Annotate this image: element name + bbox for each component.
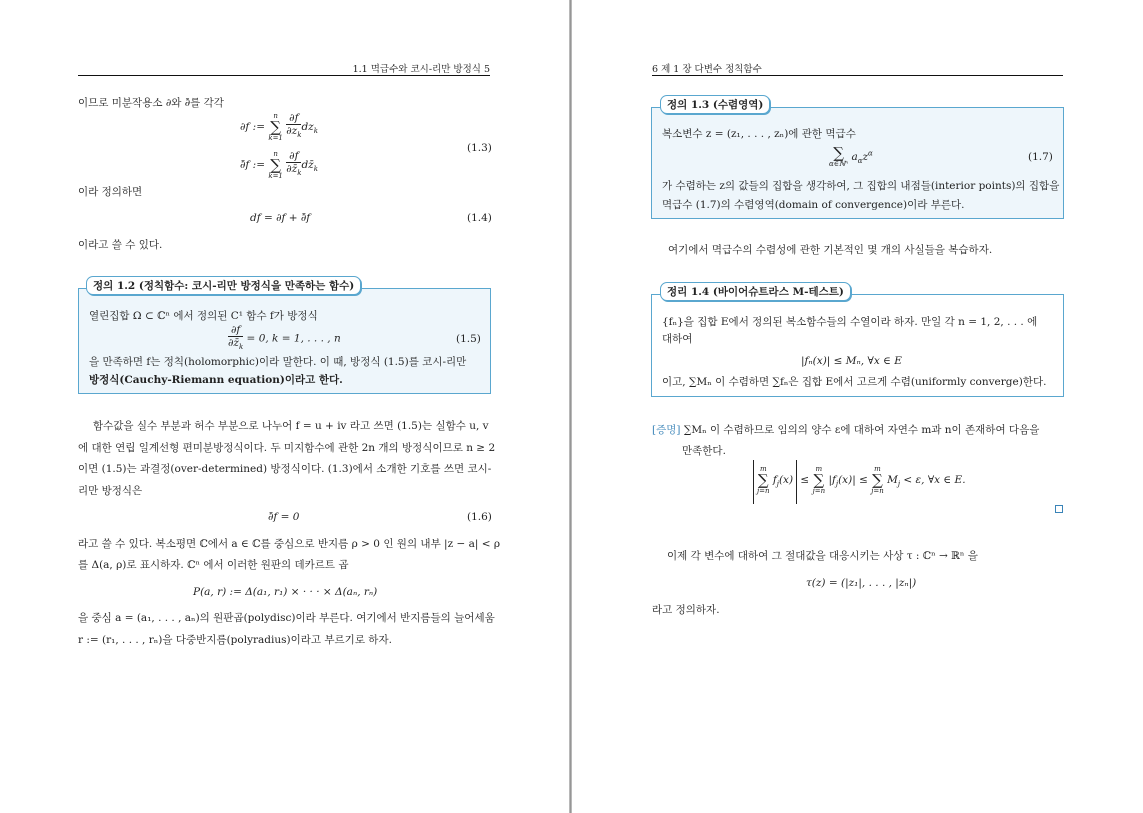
sum-lower: j=n: [812, 486, 826, 495]
sigma: ∑: [270, 155, 281, 174]
sum-symbol: [829, 146, 848, 168]
coefficient: a: [851, 151, 858, 163]
proof-end: < ε, ∀x ∈ E.: [900, 474, 966, 486]
subscript-k: k: [297, 169, 302, 178]
definition-line: 멱급수 (1.7)의 수렴영역(domain of convergence)이라 부른다.: [662, 199, 965, 211]
subscript-k: k: [313, 165, 318, 174]
function-f: f: [772, 474, 777, 486]
fraction: [286, 150, 301, 179]
equation-1-4: df = ∂f + ∂̄f: [250, 212, 311, 224]
theorem-title: 정리 1.4 (바이어슈트라스 M-테스트): [660, 282, 851, 301]
proof-line: ∑Mₙ 이 수렴하므로 임의의 양수 ε에 대하여 자연수 m과 n이 존재하여 다음을: [683, 424, 1040, 436]
paragraph-line: 을 중심 a = (a₁, . . . , aₙ)의 원판곱(polydisc)이라 부른다. 여기에서 반지름들의 늘어세움: [78, 612, 495, 624]
leq: ≤: [797, 474, 813, 486]
equation-number: (1.3): [467, 142, 492, 154]
equation-1-3-line1: [240, 112, 318, 146]
subscript-k: k: [238, 343, 244, 352]
eq13-lhs1: ∂f :=: [240, 121, 269, 133]
subscript-j: j: [776, 480, 779, 489]
sum-symbol: [813, 466, 826, 495]
paragraph-line: 라고 쓸 수 있다. 복소평면 ℂ에서 a ∈ ℂ를 중심으로 반지름 ρ > 0 인 원의 내부 |z − a| < ρ: [78, 538, 501, 550]
after-eq14-text: 이라고 쓸 수 있다.: [78, 239, 163, 251]
running-head: 1.1 멱급수와 코시-리만 방정식 5: [78, 61, 490, 76]
sum-symbol: [757, 466, 770, 495]
sum-upper: n: [273, 149, 278, 158]
paragraph-line: 이면 (1.5)는 과결정(over-determined) 방정식이다. (1.3)에서 소개한 기호를 쓰면 코시-: [78, 463, 492, 475]
definition-title: 정의 1.3 (수렴영역): [660, 95, 770, 114]
definition-line: 가 수렴하는 z의 값들의 집합을 생각하여, 그 집합의 내점들(interior points)의 집합을: [662, 180, 1060, 192]
argument-x: (x): [838, 474, 853, 486]
running-head: 6 제 1 장 다변수 정칙함수: [652, 61, 1063, 76]
definition-line: 복소변수 z = (z₁, . . . , zₙ)에 관한 멱급수: [662, 128, 856, 140]
theorem-line: 이고, ∑Mₙ 이 수렴하면 ∑fₙ은 집합 E에서 고르게 수렴(uniformly converge)한다.: [662, 376, 1047, 388]
subscript-j: j: [897, 480, 901, 489]
qed-square-icon: [1055, 505, 1063, 513]
fraction: [228, 324, 243, 353]
frac-den-text: ∂z̄: [228, 337, 239, 349]
theorem-line: 대하여: [662, 333, 693, 345]
frac-num: ∂f: [228, 324, 243, 337]
sigma: ∑: [813, 470, 825, 489]
frac-num: ∂f: [286, 150, 301, 163]
sum-lower: α∈ℕⁿ: [829, 160, 849, 168]
theorem-line: {fₙ}을 집합 E에서 정의된 복소함수들의 수열이라 하자. 만일 각 n = 1, 2, . . . 에: [662, 316, 1038, 328]
sigma: ∑: [833, 144, 844, 162]
subscript-alpha: α: [857, 157, 863, 166]
equation-number: (1.7): [1028, 151, 1053, 163]
after-eq13-text: 이라 정의하면: [78, 186, 143, 198]
frac-den: [286, 163, 301, 179]
sum-upper: n: [273, 111, 278, 120]
fraction: [286, 112, 301, 141]
equation-1-7: [829, 146, 873, 168]
right-page: [572, 0, 1143, 813]
equation-1-5: [228, 324, 341, 353]
variable-z: z: [862, 151, 869, 163]
equation-1-3-line2: [240, 150, 318, 184]
paragraph-line: 이제 각 변수에 대하여 그 절대값을 대응시키는 사상 τ : ℂⁿ → ℝⁿ 을: [667, 550, 978, 562]
equation-polydisc: P(a, r) := Δ(a₁, r₁) × · · · × Δ(aₙ, rₙ): [193, 586, 378, 598]
frac-den: [228, 337, 243, 353]
equation-number: (1.6): [467, 511, 492, 523]
sum-lower: k=1: [268, 171, 283, 180]
paragraph-line: 함수값을 실수 부분과 허수 부분으로 나누어 f = u + iv 라고 쓰면 (1.5)는 실함수 u, v: [93, 420, 489, 432]
equation-tau: τ(z) = (|z₁|, . . . , |zₙ|): [806, 577, 917, 589]
frac-num: ∂f: [286, 112, 301, 125]
proof-text: [652, 423, 1039, 437]
definition-title: 정의 1.2 (정칙함수: 코시-리만 방정식을 만족하는 함수): [86, 276, 361, 295]
left-page: [0, 0, 569, 813]
sigma: ∑: [757, 470, 769, 489]
sum-lower: j=n: [757, 486, 770, 495]
superscript-alpha: α: [868, 149, 873, 158]
proof-inequality: m ∑ j=n $f_j(x)$ ≤ m ∑ j=n $|f_j(x)|$ ≤ m ∑ j=n $M_j < \varepsilon$, ∀x ∈ E.: [753, 460, 966, 504]
eq13-tail2: dz̄: [301, 159, 314, 171]
sum-upper: m: [815, 464, 823, 473]
bound-m: M: [887, 474, 898, 486]
equation-1-6: ∂̄f = 0: [268, 511, 300, 523]
frac-den-text: ∂z: [286, 125, 298, 138]
sigma: ∑: [270, 117, 281, 136]
argument-x: (x): [778, 474, 794, 486]
definition-line: 을 만족하면 f는 정칙(holomorphic)이라 말한다. 이 때, 방정식 (1.5)를 코시-리만: [89, 356, 467, 368]
function-f: f: [832, 474, 836, 486]
eq13-tail1: dz: [301, 121, 314, 133]
sum-upper: m: [759, 464, 767, 473]
equation-number: (1.4): [467, 212, 492, 224]
sum-symbol: [871, 466, 884, 495]
absolute-value: [753, 460, 797, 504]
theorem-equation: |fₙ(x)| ≤ Mₙ, ∀x ∈ E: [801, 355, 902, 367]
eq15-tail: = 0, k = 1, . . . , n: [243, 332, 341, 345]
frac-den: [286, 125, 301, 141]
sum-symbol: [268, 151, 283, 180]
paragraph-line: 를 Δ(a, ρ)로 표시하자. ℂⁿ 에서 이러한 원판의 데카르트 곱: [78, 559, 349, 571]
sum-symbol: [268, 113, 283, 142]
leq: ≤: [855, 474, 872, 486]
intro-text: 이므로 미분작용소 ∂와 ∂̄를 각각: [78, 97, 224, 109]
proof-label: [증명]: [652, 424, 681, 436]
sigma: ∑: [872, 470, 883, 489]
definition-line: 방정식(Cauchy-Riemann equation)이라고 한다.: [89, 374, 343, 386]
paragraph-line: 라고 정의하자.: [652, 604, 720, 616]
subscript-k: k: [297, 131, 302, 140]
subscript-j: j: [835, 480, 839, 489]
frac-den-text: ∂z̄: [286, 163, 298, 176]
equation-number: (1.5): [456, 333, 481, 345]
paragraph-line: 리만 방정식은: [78, 485, 143, 497]
paragraph-line: r := (r₁, . . . , rₙ)을 다중반지름(polyradius)이라고 부르기로 하자.: [78, 634, 392, 646]
eq13-lhs2: ∂̄f :=: [240, 159, 269, 171]
paragraph-line: 여기에서 멱급수의 수렴성에 관한 기본적인 몇 개의 사실들을 복습하자.: [668, 244, 993, 256]
paragraph-line: 에 대한 연립 일계선형 편미분방정식이다. 두 미지함수에 관한 2n 개의 방정식이므로 n ≥ 2: [78, 442, 496, 454]
sum-lower: j=n: [871, 486, 884, 495]
sum-lower: k=1: [268, 133, 283, 142]
subscript-k: k: [313, 127, 318, 136]
proof-line: 만족한다.: [682, 445, 726, 457]
sum-upper: m: [874, 464, 881, 473]
definition-line: 열린집합 Ω ⊂ ℂⁿ 에서 정의된 C¹ 함수 f가 방정식: [89, 310, 318, 322]
